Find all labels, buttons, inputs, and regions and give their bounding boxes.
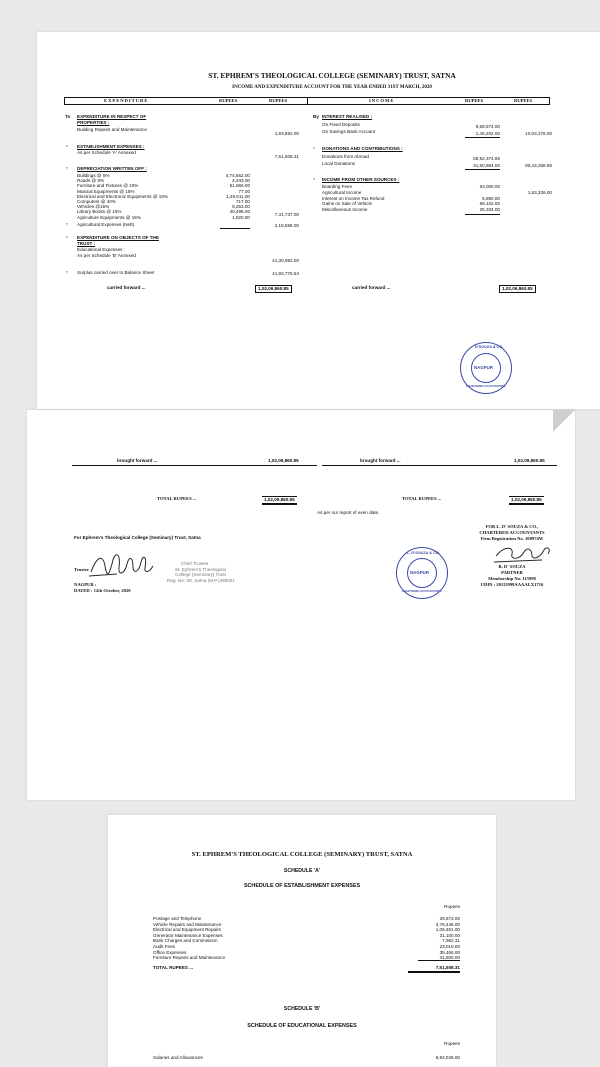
firm-type: CHARTERED ACCOUNTANTS (479, 530, 545, 535)
line-label: Agricultural Income (322, 189, 362, 195)
amount: 1,49,611.00 (226, 193, 250, 199)
amount: 717.00 (235, 199, 250, 204)
line-label: As per Schedule 'A' Annexed (77, 150, 136, 155)
header-divider (64, 97, 65, 105)
page-income-expenditure (37, 32, 600, 409)
rule (322, 465, 557, 466)
amount: 1,06,451.00 (435, 927, 460, 933)
amount: 41,500.00 (439, 955, 460, 961)
section-heading: TRUST : (77, 241, 96, 246)
schedule-b-title: SCHEDULE OF EDUCATIONAL EXPENSES (247, 1023, 357, 1029)
line-label: Donations from Abroad (322, 154, 369, 159)
amount: 41,30,592.00 (272, 258, 299, 263)
brought-forward-amount: 1,02,09,860.85 (514, 458, 545, 463)
schedule-b-heading: SCHEDULE 'B' (283, 1006, 321, 1012)
line-label: Musical Equipments @ 15% (77, 188, 135, 194)
amount: 41,93,775.54 (272, 271, 299, 276)
brought-forward-label: brought forward ... (360, 458, 401, 463)
header-income: INCOME (369, 98, 395, 103)
amount: 1,820.00 (232, 214, 250, 220)
page-fold-corner (553, 410, 575, 432)
amount: 35,466.00 (439, 949, 460, 955)
line-label: Library Books @ 15% (77, 209, 122, 215)
place: NAGPUR : (74, 582, 97, 587)
subtotal-rule (418, 960, 460, 961)
firm-for: FOR L. D' SOUZA & CO., (485, 524, 539, 529)
amount: 77.00 (238, 188, 250, 194)
section-heading: EXPENDITURE IN RESPECT OF (77, 114, 147, 119)
section-heading: PROPERTIES : (77, 120, 110, 125)
line-label: Vehicles @15% (77, 204, 110, 210)
line-label: Roads @ 5% (77, 178, 105, 184)
line-label: On Savings Bank Account (322, 129, 376, 134)
amount: 1,63,326.00 (527, 190, 552, 195)
line-label: Boarding Fees (322, 184, 352, 189)
header-rupees: RUPEES (514, 98, 533, 103)
to-label: To (65, 114, 71, 119)
bullet: * (313, 146, 315, 151)
section-heading: EXPENDITURE ON OBJECTS OF THE (77, 235, 159, 240)
subtotal-rule (465, 137, 500, 138)
line-label: Audit Fees (153, 944, 175, 949)
line-label: Furniture Repairs and Maintenance (153, 955, 226, 961)
by-label: By (313, 114, 319, 119)
line-label: Surplus carried over to Balance Sheet (77, 270, 155, 275)
line-label: Educational Expenses : (77, 247, 126, 252)
amount: 7,962.31 (442, 938, 460, 944)
line-label: Building Repairs and Maintenance (77, 127, 147, 132)
rupees-header: Rupees (444, 1041, 460, 1046)
schedule-a-heading: SCHEDULE 'A' (283, 868, 321, 874)
line-label: Agricultural Expenses (Nett) (77, 222, 135, 227)
line-label: On Fixed Deposits (322, 122, 360, 127)
total-amount: 7,51,508.31 (408, 965, 460, 973)
header-rupees: RUPEES (269, 98, 288, 103)
section-heading: INTEREST REALISED : (322, 114, 373, 119)
amount: 8,253.00 (232, 204, 250, 210)
page-title: ST. EPHREM'S THEOLOGICAL COLLEGE (SEMINARY) TRUST, SATNA (208, 71, 456, 80)
bullet: * (66, 144, 68, 149)
amount: 2,18,556.00 (274, 223, 299, 228)
trustee-label: Trustee (74, 567, 89, 572)
line-label: Local Donations (322, 161, 355, 166)
section-heading: ESTABLISHMENT EXPENSES : (77, 144, 145, 149)
amount: 90,43,258.85 (525, 163, 552, 168)
partner-signature (492, 540, 556, 566)
section-heading: DEPRECIATION WRITTEN OFF : (77, 166, 147, 171)
total-amount: 1,02,09,860.85 (262, 496, 297, 505)
brought-forward-label: brought forward ... (117, 458, 158, 463)
section-heading: DONATIONS AND CONTRIBUTIONS : (322, 146, 403, 151)
header-rupees: RUPEES (465, 98, 484, 103)
amount: 10,03,276.00 (525, 131, 552, 136)
line-label: Bank Charges and Commission (153, 938, 218, 944)
amount: 23,010.00 (439, 944, 460, 949)
line-label: Furniture and Fixtures @ 10% (77, 183, 139, 189)
carried-forward-amount: 1,02,09,860.85 (255, 285, 292, 293)
firm-registration: Firm Registration No. 100974W (480, 536, 544, 541)
amount: 4,76,446.00 (435, 921, 460, 927)
line-label: Gains on Sale of Vehicle (322, 201, 373, 207)
bullet: * (66, 222, 68, 227)
header-divider (549, 97, 550, 105)
amount: 58,92,374.85 (473, 156, 500, 161)
line-label: Postage and Telephone (153, 916, 202, 921)
amount: 31,100.00 (439, 932, 460, 938)
trust-name: For Ephrem's Theological College (Seminary) Trust, Satna (74, 535, 201, 540)
schedule-a-title: SCHEDULE OF ESTABLISHMENT EXPENSES (243, 883, 361, 889)
amount: 1,45,202.00 (475, 131, 500, 136)
header-rupees: RUPEES (219, 98, 238, 103)
header-expenditure: EXPENDITURE (104, 98, 149, 103)
page-title: ST. EPHREM'S THEOLOGICAL COLLEGE (SEMINARY) TRUST, SATNA (191, 851, 413, 858)
carried-forward-label: carried forward ... (352, 285, 391, 290)
header-divider (307, 97, 308, 105)
amount: 5,890.00 (482, 195, 500, 201)
page-schedules (108, 815, 496, 1067)
line-label: Interest on Income Tax Refund (322, 195, 385, 201)
amount: 69,102.00 (479, 201, 500, 207)
line-label: Agriculture Equipments @ 15% (77, 214, 141, 220)
subtotal-rule (220, 228, 250, 229)
amount: 1,83,892.00 (274, 131, 299, 136)
bullet: * (66, 235, 68, 240)
line-label: As per Schedule 'B' Annexed (77, 253, 136, 258)
line-label: Electrical and Equipment Repairs (153, 927, 221, 933)
total-amount: 1,02,09,860.85 (509, 496, 544, 505)
total-label: TOTAL RUPEES ... (153, 965, 194, 970)
line-label: Vehicle Repairs and Maintenance (153, 921, 222, 927)
rupees-header: Rupees (444, 904, 460, 909)
page-subtitle: INCOME AND EXPENDITURE ACCOUNT FOR THE YEAR ENDED 31ST MARCH, 2020 (232, 85, 432, 90)
amount: 63,000.00 (479, 184, 500, 189)
amount: 4,74,562.00 (225, 173, 250, 178)
amount: 7,31,737.00 (274, 212, 299, 217)
line-label: Office Expenses (153, 949, 187, 955)
amount: 31,50,884.00 (473, 163, 500, 168)
partner-name: B. D' SOUZA (498, 564, 526, 569)
subtotal-rule (465, 169, 500, 170)
amount: 4,343.00 (232, 178, 250, 184)
amount: 51,866.00 (229, 183, 250, 189)
udin: UDIN : 20115998AAAALX1716 (480, 582, 544, 587)
bullet: * (66, 270, 68, 275)
trustee-signature (87, 546, 157, 580)
amount: 7,51,508.31 (274, 154, 299, 159)
amount: 29,573.00 (439, 916, 460, 921)
membership-number: Membership No. 115998 (488, 576, 536, 581)
carried-forward-amount: 1,02,09,860.85 (499, 285, 536, 293)
line-label: Generator Maintenance Expenses (153, 932, 223, 938)
line-label: Computers @ 40% (77, 199, 116, 204)
subtotal-rule (465, 214, 500, 215)
total-label: TOTAL RUPEES ... (157, 496, 197, 501)
amount: 25,334.00 (479, 207, 500, 213)
line-label: Buildings @ 5% (77, 173, 110, 178)
brought-forward-amount: 1,02,09,860.85 (268, 458, 299, 463)
line-label: Salaries and Allowances (153, 1055, 203, 1060)
amount: 6,92,045.00 (435, 1055, 460, 1060)
bullet: * (313, 177, 315, 182)
partner-title: PARTNER (501, 570, 523, 575)
trustee-stamp: Chief Trustee St. Ephrem's Theological College (Seminary) Trust Reg. No.-38, Satna (M.P.)485001 (167, 561, 235, 583)
amount: 40,498.00 (229, 209, 250, 215)
bullet: * (66, 166, 68, 171)
rule (72, 465, 317, 466)
auditor-stamp: L. D'SOUZA & CO. NAGPUR CHARTERED ACCOUNTANTS (396, 547, 448, 599)
dated: DATED : 12th October, 2020 (74, 588, 131, 593)
line-label: Electrical and Electronic Equipments @ 15% (77, 193, 168, 199)
page-totals-signatures (27, 410, 575, 800)
line-label: Miscellaneous Income (322, 207, 368, 213)
total-label: TOTAL RUPEES ... (402, 496, 442, 501)
amount: 8,58,074.00 (475, 124, 500, 129)
carried-forward-label: carried forward ... (107, 285, 146, 290)
report-note: As per our report of even date. (317, 510, 380, 515)
section-heading: INCOME FROM OTHER SOURCES : (322, 177, 400, 182)
auditor-stamp: D'SOUZA & CO. NAGPUR CHARTERED ACCOUNTANTS (460, 342, 512, 394)
